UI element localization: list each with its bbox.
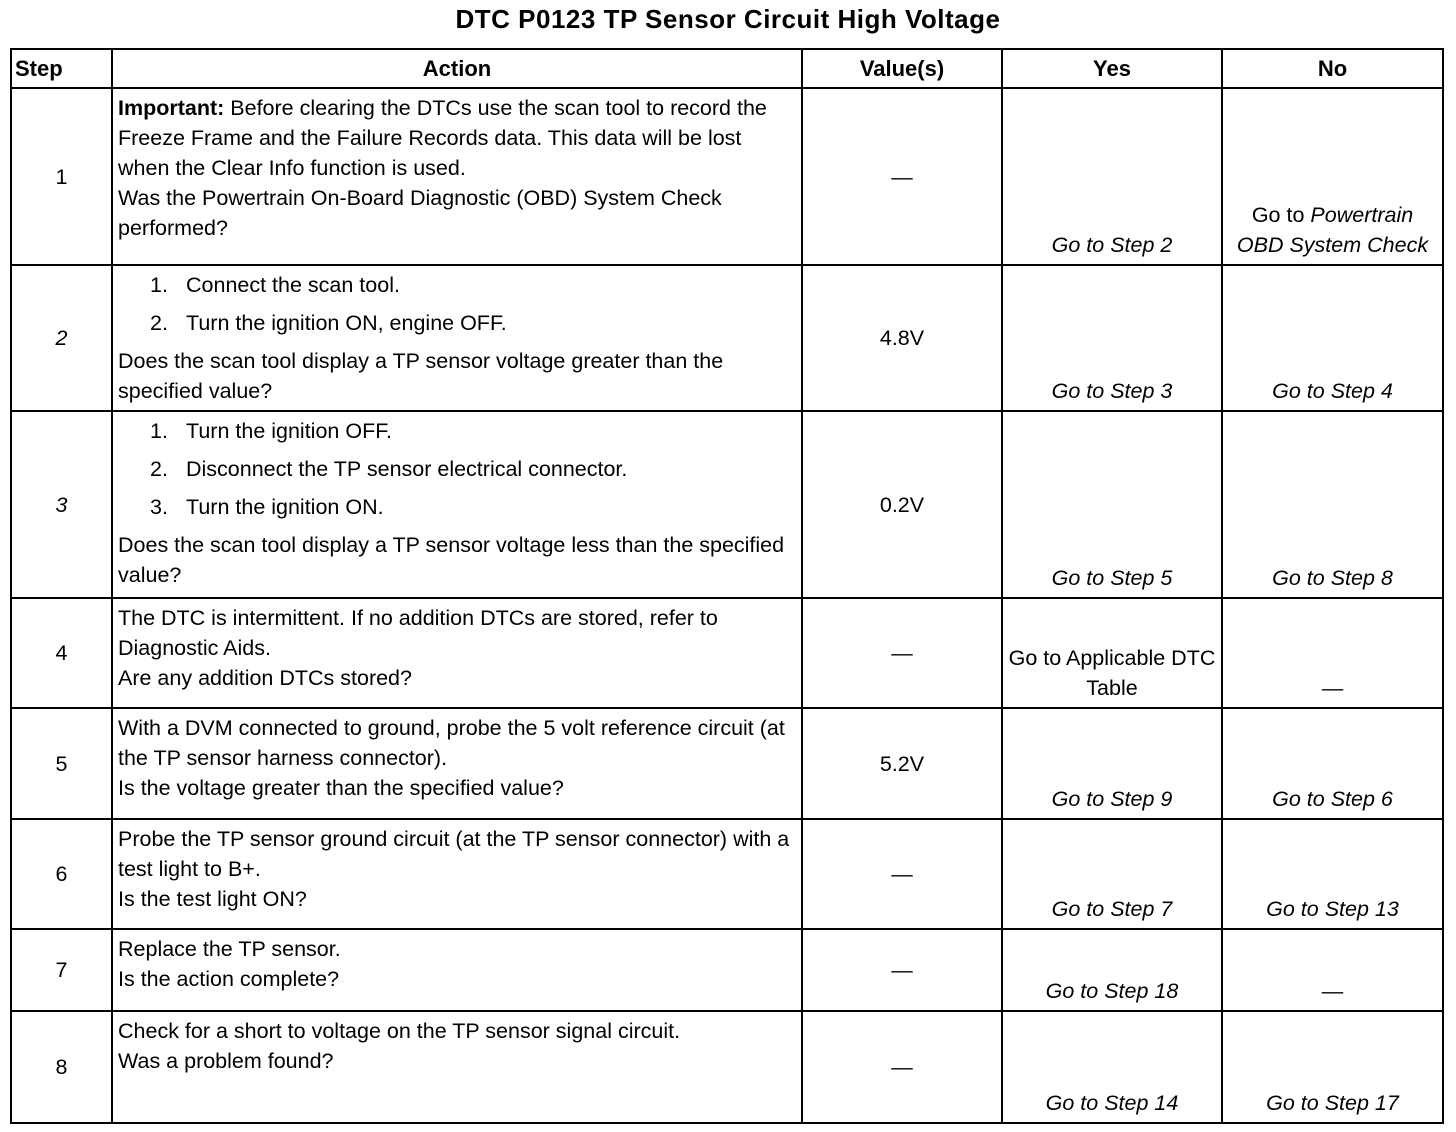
step-number: 3 xyxy=(11,411,112,598)
procedure-list xyxy=(118,270,795,338)
step-text: With a DVM connected to ground, probe the 5 volt reference circuit (at the TP sensor harness connector). xyxy=(118,716,785,770)
no-outcome-prefix: Go to xyxy=(1251,203,1305,227)
table-header-row xyxy=(11,49,1443,88)
step-number: 4 xyxy=(11,598,112,708)
yes-outcome: Go to Step 14 xyxy=(1002,1011,1222,1123)
list-item-number: 2. xyxy=(150,311,168,335)
table-row xyxy=(11,88,1443,265)
step-action xyxy=(112,819,802,929)
step-action xyxy=(112,265,802,411)
step-question: Does the scan tool display a TP sensor voltage less than the specified value? xyxy=(118,533,785,587)
no-outcome: — xyxy=(1222,929,1443,1011)
step-number: 2 xyxy=(11,265,112,411)
header-step: Step xyxy=(11,49,112,88)
header-no: No xyxy=(1222,49,1443,88)
procedure-list xyxy=(118,416,795,522)
list-item xyxy=(150,270,795,300)
table-row xyxy=(11,708,1443,819)
important-label: Important: xyxy=(118,96,225,120)
step-value: 0.2V xyxy=(802,411,1002,598)
step-value: 5.2V xyxy=(802,708,1002,819)
list-item xyxy=(150,492,795,522)
step-number: 7 xyxy=(11,929,112,1011)
step-question: Was the Powertrain On-Board Diagnostic (OBD) System Check performed? xyxy=(118,186,722,240)
yes-outcome: Go to Applicable DTC Table xyxy=(1002,598,1222,708)
yes-outcome: Go to Step 2 xyxy=(1002,88,1222,265)
step-number: 1 xyxy=(11,88,112,265)
no-outcome: — xyxy=(1222,598,1443,708)
no-outcome: Go to Step 4 xyxy=(1222,265,1443,411)
step-value: — xyxy=(802,929,1002,1011)
page-title: DTC P0123 TP Sensor Circuit High Voltage xyxy=(455,4,1001,34)
step-action xyxy=(112,708,802,819)
dtc-table xyxy=(10,48,1444,1124)
no-outcome xyxy=(1222,88,1443,265)
header-values: Value(s) xyxy=(802,49,1002,88)
important-note xyxy=(118,93,795,183)
list-item-number: 3. xyxy=(150,495,168,519)
list-item-text: Turn the ignition ON. xyxy=(186,495,384,519)
table-row xyxy=(11,598,1443,708)
no-outcome: Go to Step 13 xyxy=(1222,819,1443,929)
list-item-text: Turn the ignition OFF. xyxy=(186,419,392,443)
table-row xyxy=(11,265,1443,411)
no-outcome-link: Powertrain OBD System Check xyxy=(1236,203,1429,257)
important-text: Before clearing the DTCs use the scan tool to record the Freeze Frame and the Failure Records data. This data will be lost when the Clear Info function is used. xyxy=(118,96,767,180)
step-text: Check for a short to voltage on the TP sensor signal circuit. xyxy=(118,1019,681,1043)
table-row xyxy=(11,819,1443,929)
no-outcome: Go to Step 8 xyxy=(1222,411,1443,598)
no-outcome: Go to Step 6 xyxy=(1222,708,1443,819)
step-action xyxy=(112,598,802,708)
list-item-text: Disconnect the TP sensor electrical connector. xyxy=(186,457,628,481)
list-item-number: 1. xyxy=(150,419,168,443)
step-text: Replace the TP sensor. xyxy=(118,937,341,961)
list-item xyxy=(150,308,795,338)
no-outcome: Go to Step 17 xyxy=(1222,1011,1443,1123)
list-item-text: Turn the ignition ON, engine OFF. xyxy=(186,311,507,335)
step-question: Is the voltage greater than the specified value? xyxy=(118,776,564,800)
yes-outcome: Go to Step 7 xyxy=(1002,819,1222,929)
step-value: — xyxy=(802,819,1002,929)
table-row xyxy=(11,1011,1443,1123)
step-question: Are any addition DTCs stored? xyxy=(118,666,412,690)
step-number: 5 xyxy=(11,708,112,819)
list-item xyxy=(150,454,795,484)
step-question: Was a problem found? xyxy=(118,1049,334,1073)
step-value: — xyxy=(802,1011,1002,1123)
table-row xyxy=(11,411,1443,598)
list-item-text: Connect the scan tool. xyxy=(186,273,400,297)
header-yes: Yes xyxy=(1002,49,1222,88)
step-question: Is the test light ON? xyxy=(118,887,307,911)
step-value: — xyxy=(802,88,1002,265)
step-action xyxy=(112,929,802,1011)
list-item xyxy=(150,416,795,446)
step-number: 8 xyxy=(11,1011,112,1123)
list-item-number: 2. xyxy=(150,457,168,481)
yes-outcome: Go to Step 9 xyxy=(1002,708,1222,819)
table-row xyxy=(11,929,1443,1011)
header-action: Action xyxy=(112,49,802,88)
step-action xyxy=(112,88,802,265)
step-value: 4.8V xyxy=(802,265,1002,411)
yes-outcome: Go to Step 3 xyxy=(1002,265,1222,411)
yes-outcome: Go to Step 5 xyxy=(1002,411,1222,598)
step-action xyxy=(112,411,802,598)
step-action xyxy=(112,1011,802,1123)
step-question: Does the scan tool display a TP sensor voltage greater than the specified value? xyxy=(118,349,724,403)
list-item-number: 1. xyxy=(150,273,168,297)
step-text: The DTC is intermittent. If no addition DTCs are stored, refer to Diagnostic Aids. xyxy=(118,606,718,660)
step-number: 6 xyxy=(11,819,112,929)
step-text: Probe the TP sensor ground circuit (at the TP sensor connector) with a test light to B+. xyxy=(118,827,790,881)
step-value: — xyxy=(802,598,1002,708)
step-question: Is the action complete? xyxy=(118,967,340,991)
yes-outcome: Go to Step 18 xyxy=(1002,929,1222,1011)
